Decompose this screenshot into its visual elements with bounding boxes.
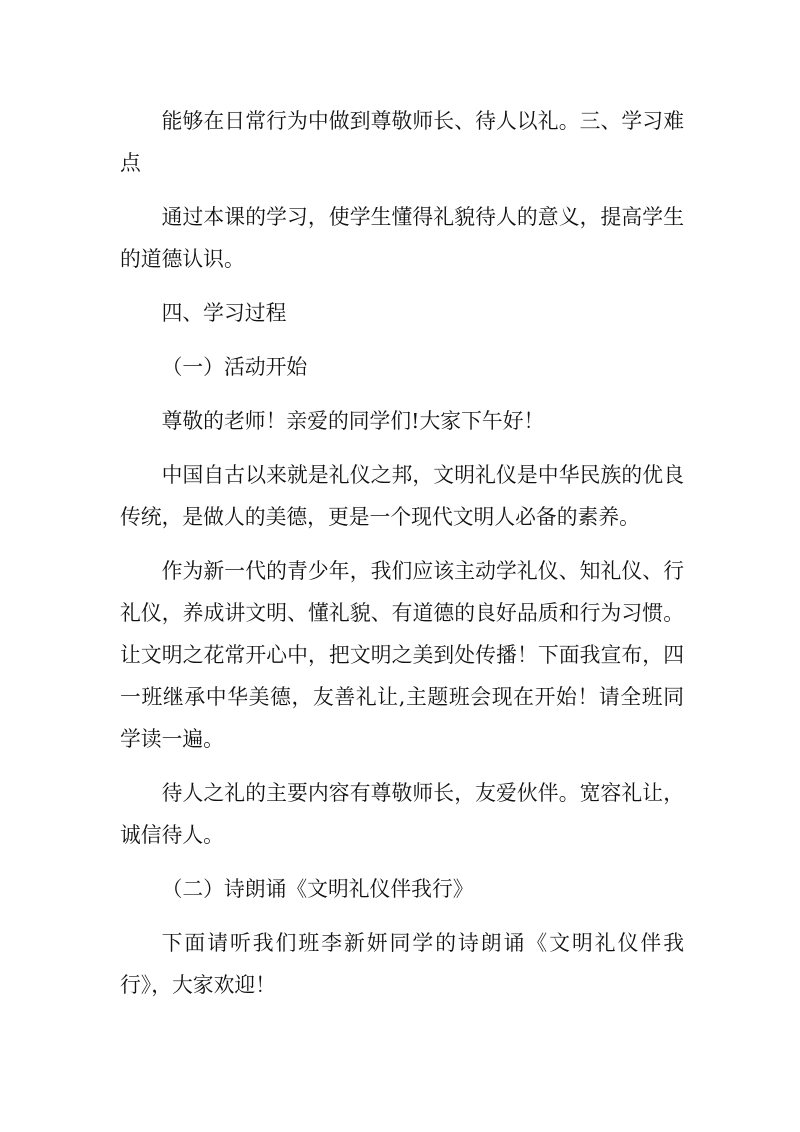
paragraph-recital-intro: 下面请听我们班李新妍同学的诗朗诵《文明礼仪伴我行》，大家欢迎！ [120,931,684,997]
heading-activity-start: （一）活动开始 [161,355,308,379]
paragraph-learning-goal: 能够在日常行为中做到尊敬师长、待人以礼。三、学习难点 [120,109,684,175]
paragraph-learning-difficulty: 通过本课的学习，使学生懂得礼貌待人的意义，提高学生的道德认识。 [120,205,684,271]
heading-learning-process: 四、学习过程 [161,301,287,325]
paragraph-etiquette-tradition: 中国自古以来就是礼仪之邦，文明礼仪是中华民族的优良传统，是做人的美德，更是一个现代文明人必备的素养。 [120,463,684,529]
paragraph-greeting: 尊敬的老师！亲爱的同学们!大家下午好！ [161,409,545,433]
paragraph-youth-etiquette: 作为新一代的青少年，我们应该主动学礼仪、知礼仪、行礼仪，养成讲文明、懂礼貌、有道德的良好品质和行为习惯。让文明之花常开心中，把文明之美到处传播！下面我宣布，四一班继承中华美德，友善礼让,主题班会现在开始！请全班同学读一遍。 [120,559,684,751]
document-page [120,100,684,1018]
heading-poetry-recital: （二）诗朗诵《文明礼仪伴我行》 [161,877,474,901]
paragraph-treating-others: 待人之礼的主要内容有尊敬师长，友爱伙伴。宽容礼让，诚信待人。 [120,781,684,847]
